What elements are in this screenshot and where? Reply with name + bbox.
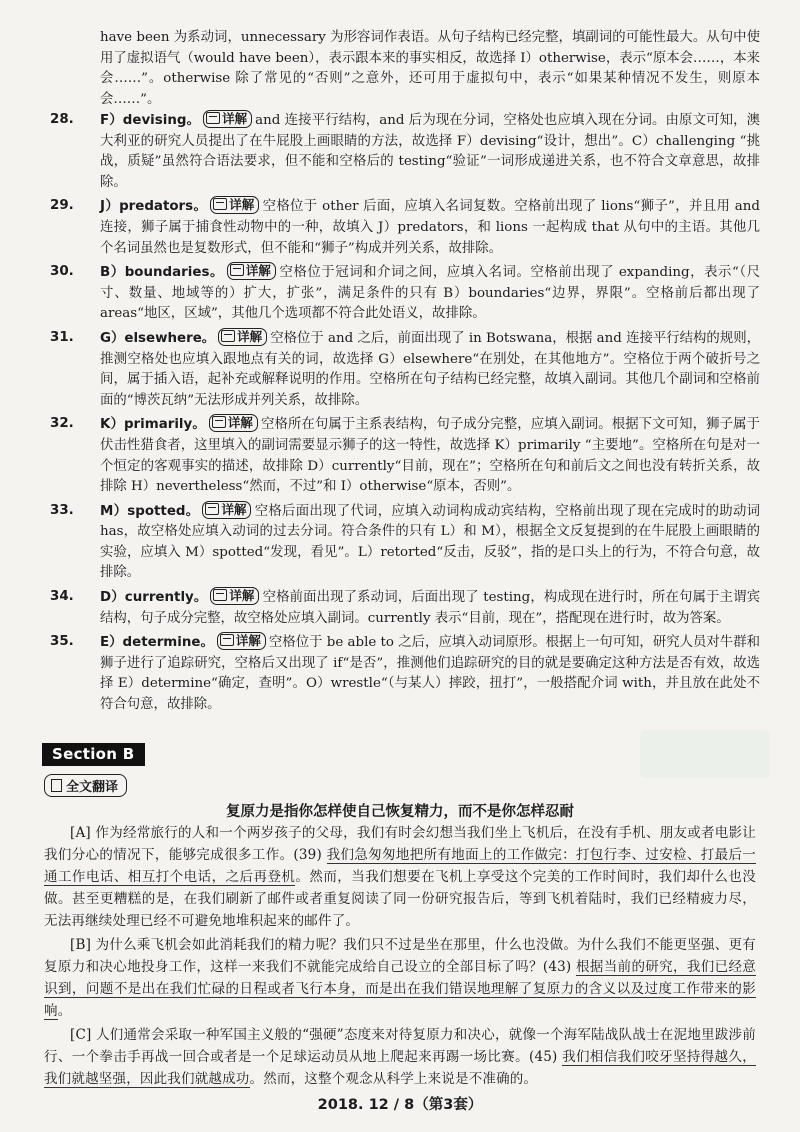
answer-head: K）primarily。 [100,417,206,433]
answer-head: E）determine。 [100,635,214,651]
detail-badge: 详解 [217,632,266,650]
answer-head: G）elsewhere。 [100,330,216,346]
book-icon [212,416,226,428]
answer-body [100,501,760,584]
answer-item [50,196,760,259]
answer-body [100,328,760,411]
translation-paragraph-b: [B] 为什么乘飞机会如此消耗我们的精力呢？我们只不过是坐在那里，什么也没做。为什么我们不能更坚强、更有复原力和决心地投身工作，这样一来我们不就能完成给自己设立的全部目标了吗？(43) 根据当前的研究，我们已经意识到，问题不是出在我们忙碌的日程或者飞行本身，而是出在我们错误地理解了复原力的含义以及过度工作带来的影响。 [44,937,756,1019]
book-icon [205,503,219,515]
intro-paragraph: have been 为系动词，unnecessary 为形容词作表语。从句子结构已经完整，填副词的可能性最大。从句中使用了虚拟语气（would have been），表示跟本来的事实相反，故选择 I）otherwise，表示“原本会……，本来会……”。otherwise 除了常见的“否则”之意外，还可用于虚拟句中，表示“如果某种情况不发生，则原本会……”。 [100,30,760,107]
detail-badge: 详解 [203,110,252,128]
answer-head: F）devising。 [100,113,201,128]
answer-head: D）currently。 [100,590,208,606]
answer-explanation: and 连接平行结构，and 后为现在分词，空格处也应填入现在分词。由原文可知，澳大利亚的研究人员提出了在牛屁股上画眼睛的方法，故选择 F）devising“设计，想出”。C）challenging “挑战，质疑”虽然符合语法要求，但不能和空格后的 testing“验证”一词形成递进关系，也不符合文章意思，故排除。 [100,113,761,190]
translation-paragraph-c: [C] 人们通常会采取一种军国主义般的“强硬”态度来对待复原力和决心，就像一个海军陆战队战士在泥地里跋涉前行、一个拳击手再战一回合或者是一个足球运动员从地上爬起来再踢一场比赛。(45) 我们相信我们咬牙坚持得越久，我们就越坚强，因此我们就越成功。然而，这整个观念从科学上来说是不准确的。 [44,1027,756,1087]
translation-paragraph-a: [A] 作为经常旅行的人和一个两岁孩子的父母，我们有时会幻想当我们坐上飞机后，在没有手机、朋友或者电影让我们分心的情况下，能够完成很多工作。(39) 我们急匆匆地把所有地面上的工作做完：打包行李、过安检、打最后一通工作电话、相互打个电话，之后再登机。然而，当我们想要在飞机上享受这个完美的工作时间时，我们却什么也没做。甚至更糟糕的是，在我们刷新了邮件或者重复阅读了同一份研究报告后，等到飞机着陆时，我们已经精疲力尽，无法再继续处理已经不可避免地堆积起来的邮件了。 [44,825,756,929]
translation-body [44,822,756,1092]
page-footer: 2018. 12 / 8（第3套） [317,1097,483,1113]
answer-head: M）spotted。 [100,503,200,519]
detail-badge: 详解 [202,501,251,519]
detail-badge: 详解 [209,414,258,432]
answer-explanation: 空格位于 other 后面，应填入名词复数。空格前出现了 lions“狮子”，并且用 and 连接，狮子属于捕食性动物中的一种，故填入 J）predators，和 lions 一起构成 that 从句中的主语。其他几个名词虽然也是复数形式，但不能和“狮子”构成并列关系，故排除。 [100,199,760,256]
section-heading: Section B [42,743,145,766]
answer-item [50,632,760,715]
answer-number: 35. [50,634,74,650]
answer-head: J）predators。 [100,199,208,215]
detail-badge: 详解 [210,196,259,214]
book-icon [213,589,227,601]
book-icon [230,264,244,276]
tag-marker-icon [51,779,62,792]
answer-number: 28. [50,112,74,127]
underlined-answer-45: 我们相信我们咬牙坚持得越久，我们就越坚强，因此我们就越成功 [44,1049,756,1087]
answer-number: 30. [50,264,74,280]
detail-badge: 详解 [218,328,267,346]
answer-body [100,262,760,325]
answer-body [100,110,760,193]
answer-body [100,414,760,497]
answer-item [50,501,760,584]
answer-explanation: 空格后面出现了代词，应填入动词构成动宾结构，空格前出现了现在完成时的助动词 has，故空格处应填入动词的过去分词。符合条件的只有 L）和 M），根据全文反复提到的在牛屁股上画眼睛的实验，应填入 M）spotted“发现，看见”。L）retorted“反击，反驳”，指的是口头上的行为，不符合句意，故排除。 [100,503,760,581]
answer-item [50,110,760,193]
answer-item [50,262,760,325]
book-icon [221,330,235,342]
answer-number: 34. [50,589,74,605]
answer-explanation: 空格位于冠词和介词之间，应填入名词。空格前出现了 expanding，表示“（尺寸、数量、地域等的）扩大，扩张”，满足条件的只有 B）boundaries“边界，界限”。空格前后都出现了 areas“地区，区域”，其他几个选项都不符合此处语义，故排除。 [100,265,760,322]
answer-body [100,632,760,715]
faded-stamp [640,730,770,778]
answer-number: 32. [50,416,74,432]
answer-item [50,328,760,411]
translation-tag: 全文翻译 [44,774,127,797]
answer-explanation: 空格位于 be able to 之后，应填入动词原形。根据上一句可知，研究人员对牛群和狮子进行了追踪研究，空格后又出现了 if“是否”，推测他们追踪研究的目的就是要确定这种方法是否有效，故选择 E）determine“确定，查明”。O）wrestle“（与某人）摔跤，扭打”，一般搭配介词 with，并且放在此处不符合句意，故排除。 [100,635,760,713]
answer-number: 33. [50,502,74,518]
answer-explanation: 空格前面出现了系动词，后面出现了 testing，构成现在进行时，所在句属于主谓宾结构，句子成分完整，故空格处应填入副词。currently 表示“目前，现在”，搭配现在进行时，故为答案。 [100,590,760,626]
book-icon [220,634,234,646]
translation-title: 复原力是指你怎样使自己恢复精力，而不是你怎样忍耐 [226,804,574,820]
underlined-answer-43: 根据当前的研究，我们已经意识到，问题不是出在我们忙碌的日程或者飞行本身，而是出在我们错误地理解了复原力的含义以及过度工作带来的影响 [44,959,756,1019]
underlined-answer-39: 我们急匆匆地把所有地面上的工作做完：打包行李、过安检、打最后一通工作电话、相互打个电话，之后再登机 [44,847,756,885]
answer-item [50,587,760,629]
answer-explanation: 空格位于 and 之后，前面出现了 in Botswana，根据 and 连接平行结构的规则，推测空格处也应填入跟地点有关的词，故选择 G）elsewhere“在别处，在其他地方”。空格位于两个破折号之间，属于插入语，起补充或解释说明的作用。空格所在句子结构已经完整，故填入副词。其他几个副词和空格前面的“博茨瓦纳”无法形成并列关系，故排除。 [100,330,760,408]
book-icon [206,112,220,124]
answer-list [50,110,760,719]
answer-body [100,587,760,629]
answer-explanation: 空格所在句属于主系表结构，句子成分完整，应填入副词。根据下文可知，狮子属于伏击性猎食者，这里填入的副词需要显示狮子的这一特性，故选择 K）primarily “主要地”。空格所在句是对一个恒定的客观事实的描述，故排除 D）currently“目前，现在”；空格所在句和前后文之间也没有转折关系，故排除 H）nevertheless“然而，不过”和 I）otherwise“原本，否则”。 [100,417,760,495]
answer-head: B）boundaries。 [100,265,224,281]
detail-badge: 详解 [210,587,259,605]
book-icon [213,198,227,210]
answer-number: 31. [50,329,74,345]
answer-item [50,414,760,497]
answer-number: 29. [50,198,74,214]
detail-badge: 详解 [227,262,276,280]
answer-body [100,196,760,259]
